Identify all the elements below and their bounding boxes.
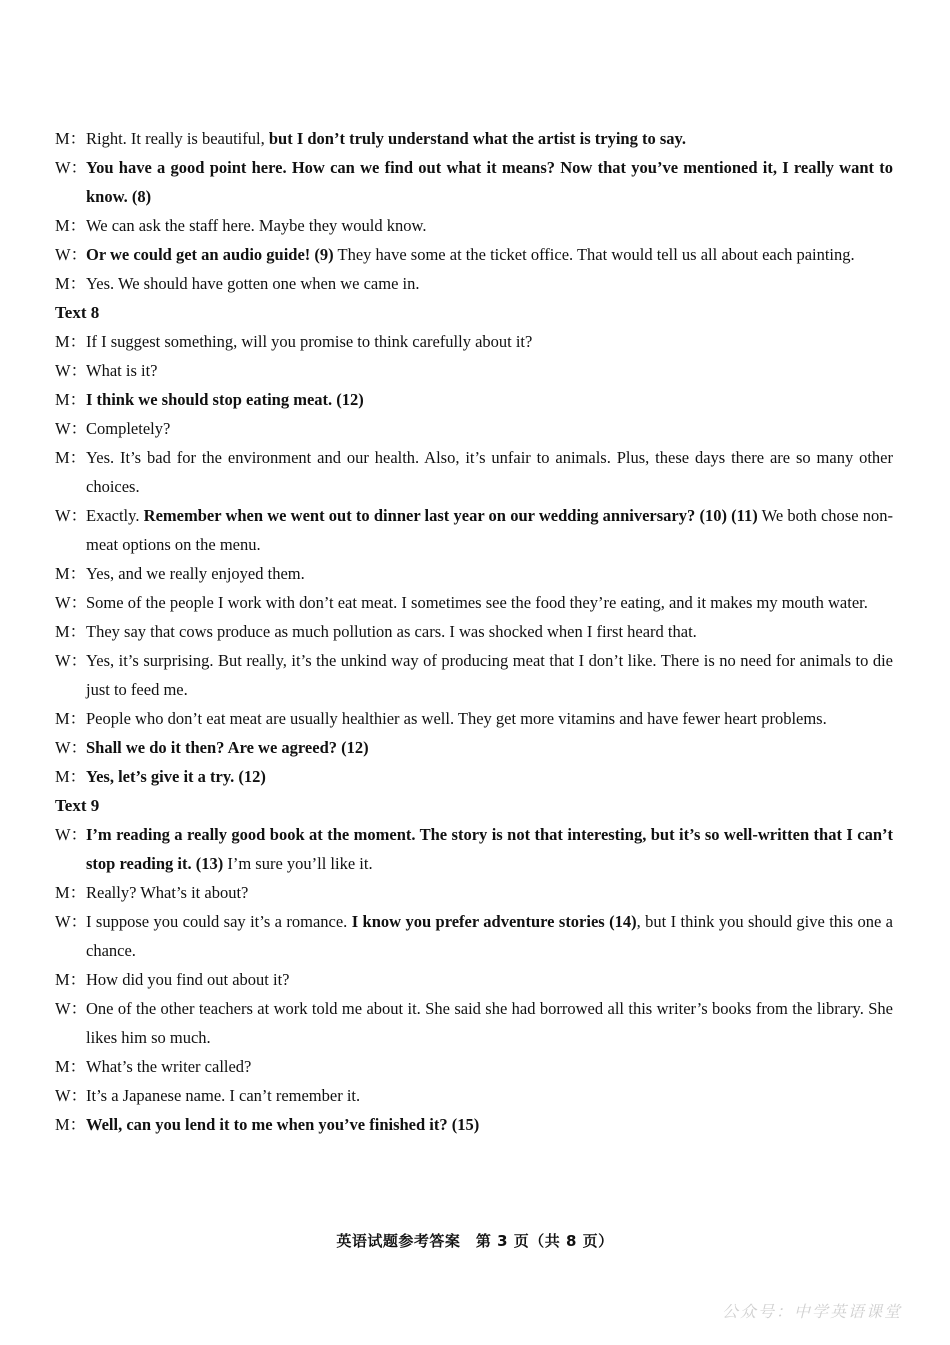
speaker-label: M： (55, 448, 87, 467)
dialogue-segment: It’s a Japanese name. I can’t remember it. (86, 1086, 361, 1105)
dialogue-text (86, 704, 893, 733)
dialogue-text (86, 385, 893, 414)
dialogue-text (86, 1052, 893, 1081)
dialogue-text (86, 153, 893, 211)
dialogue-line (55, 211, 893, 240)
speaker-label: M： (55, 970, 87, 989)
dialogue-line (55, 501, 893, 559)
dialogue-line (55, 414, 893, 443)
dialogue-line (55, 240, 893, 269)
speaker-label: W： (55, 825, 88, 844)
dialogue-segment: What is it? (86, 361, 158, 380)
dialogue-segment: Some of the people I work with don’t eat meat. I sometimes see the food they’re eating, and it makes my mouth water. (86, 593, 868, 612)
dialogue-line (55, 762, 893, 791)
dialogue-text (86, 124, 893, 153)
dialogue-text (86, 269, 893, 298)
speaker-label: M： (55, 332, 87, 351)
dialogue-text (86, 733, 893, 762)
speaker-label: M： (55, 390, 87, 409)
dialogue-text (86, 617, 893, 646)
dialogue-line (55, 617, 893, 646)
dialogue-line (55, 733, 893, 762)
dialogue-line (55, 646, 893, 704)
answer-key-text: Shall we do it then? Are we agreed? (12) (86, 738, 369, 757)
dialogue-segment: People who don’t eat meat are usually healthier as well. They get more vitamins and have fewer heart problems. (86, 709, 827, 728)
speaker-label: M： (55, 564, 87, 583)
dialogue-text (86, 356, 893, 385)
dialogue-line (55, 269, 893, 298)
answer-key-text: Remember when we went out to dinner last year on our wedding anniversary? (10) (11) (143, 506, 758, 525)
speaker-label: M： (55, 883, 87, 902)
dialogue-text (86, 965, 893, 994)
dialogue-line (55, 327, 893, 356)
dialogue-text (86, 1081, 893, 1110)
dialogue-segment: We can ask the staff here. Maybe they would know. (86, 216, 427, 235)
dialogue-text (86, 994, 893, 1052)
speaker-label: W： (55, 361, 88, 380)
dialogue-text (86, 414, 893, 443)
dialogue-text (86, 907, 893, 965)
dialogue-segment: We both chose non-meat options on the menu. (86, 506, 893, 554)
dialogue-text (86, 646, 893, 704)
dialogue-line (55, 704, 893, 733)
dialogue-line (55, 588, 893, 617)
answer-key-text: but I don’t truly understand what the artist is trying to say. (268, 129, 686, 148)
speaker-label: W： (55, 506, 88, 525)
dialogue-text (86, 443, 893, 501)
dialogue-line (55, 356, 893, 385)
speaker-label: M： (55, 274, 87, 293)
section-heading: Text 9 (55, 796, 100, 815)
dialogue-segment: Yes, it’s surprising. But really, it’s the unkind way of producing meat that I don’t like. There is no need for animals to die just to feed me. (86, 651, 893, 699)
dialogue-line (55, 1110, 893, 1139)
dialogue-segment: Right. It really is beautiful, (86, 129, 269, 148)
answer-key-text: I’m reading a really good book at the moment. The story is not that interesting, but it’s so well-written that I can’t stop reading it. (13) (86, 825, 893, 873)
dialogue-line (55, 153, 893, 211)
dialogue-text (86, 878, 893, 907)
speaker-label: M： (55, 1057, 87, 1076)
dialogue-line (55, 385, 893, 414)
dialogue-segment: If I suggest something, will you promise to think carefully about it? (86, 332, 533, 351)
dialogue-line (55, 965, 893, 994)
answer-key-text: Yes, let’s give it a try. (12) (86, 767, 266, 786)
speaker-label: W： (55, 738, 88, 757)
dialogue-segment: What’s the writer called? (86, 1057, 252, 1076)
dialogue-text (86, 1110, 893, 1139)
dialogue-line (55, 820, 893, 878)
answer-key-text: I think we should stop eating meat. (12) (86, 390, 364, 409)
dialogue-line (55, 443, 893, 501)
speaker-label: M： (55, 129, 87, 148)
dialogue-segment: Completely? (86, 419, 171, 438)
dialogue-segment: Yes, and we really enjoyed them. (86, 564, 305, 583)
speaker-label: W： (55, 651, 88, 670)
section-heading: Text 8 (55, 303, 100, 322)
speaker-label: W： (55, 593, 88, 612)
dialogue-segment: How did you find out about it? (86, 970, 290, 989)
dialogue-text (86, 588, 893, 617)
dialogue-line (55, 994, 893, 1052)
speaker-label: W： (55, 912, 88, 931)
dialogue-line (55, 559, 893, 588)
dialogue-text (86, 762, 893, 791)
dialogue-segment: , but I think you should give this one a chance. (86, 912, 893, 960)
dialogue-segment: They have some at the ticket office. That would tell us all about each painting. (333, 245, 855, 264)
dialogue-line (55, 1081, 893, 1110)
dialogue-line (55, 907, 893, 965)
dialogue-segment: Exactly. (86, 506, 144, 525)
speaker-label: W： (55, 999, 88, 1018)
dialogue-text (86, 820, 893, 878)
dialogue-text (86, 501, 893, 559)
page-footer: 英语试题参考答案 第 3 页（共 8 页） (336, 1232, 614, 1250)
transcript-body (55, 124, 893, 1139)
speaker-label: W： (55, 1086, 88, 1105)
dialogue-segment: Really? What’s it about? (86, 883, 249, 902)
speaker-label: M： (55, 767, 87, 786)
dialogue-segment: Yes. We should have gotten one when we came in. (86, 274, 420, 293)
dialogue-line (55, 124, 893, 153)
dialogue-segment: I suppose you could say it’s a romance. (86, 912, 352, 931)
dialogue-text (86, 327, 893, 356)
dialogue-segment: One of the other teachers at work told me about it. She said she had borrowed all this writer’s books from the library. She likes him so much. (86, 999, 893, 1047)
dialogue-text (86, 240, 893, 269)
answer-key-text: Well, can you lend it to me when you’ve finished it? (15) (86, 1115, 480, 1134)
dialogue-segment: I’m sure you’ll like it. (223, 854, 373, 873)
speaker-label: W： (55, 245, 88, 264)
dialogue-text (86, 559, 893, 588)
dialogue-text (86, 211, 893, 240)
dialogue-segment: They say that cows produce as much pollution as cars. I was shocked when I first heard that. (86, 622, 697, 641)
answer-key-text: I know you prefer adventure stories (14) (351, 912, 637, 931)
speaker-label: M： (55, 622, 87, 641)
answer-key-text: Or we could get an audio guide! (9) (86, 245, 334, 264)
answer-key-text: You have a good point here. How can we find out what it means? Now that you’ve mentioned it, I really want to know. (8) (86, 158, 893, 206)
watermark: 公众号：中学英语课堂 (721, 1302, 902, 1321)
dialogue-line (55, 1052, 893, 1081)
speaker-label: W： (55, 419, 88, 438)
dialogue-segment: Yes. It’s bad for the environment and our health. Also, it’s unfair to animals. Plus, these days there are so many other choices. (86, 448, 893, 496)
speaker-label: M： (55, 709, 87, 728)
speaker-label: W： (55, 158, 88, 177)
speaker-label: M： (55, 216, 87, 235)
speaker-label: M： (55, 1115, 87, 1134)
dialogue-line (55, 878, 893, 907)
